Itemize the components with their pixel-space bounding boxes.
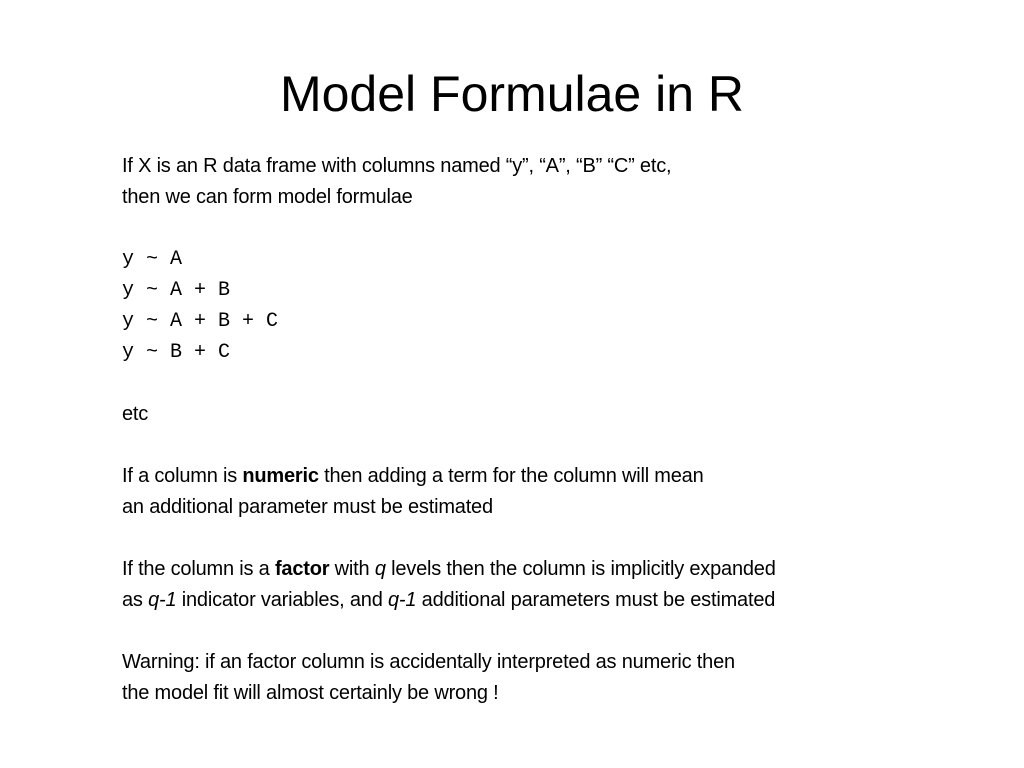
factor-para-line-2 [122, 585, 982, 616]
q-minus-1-variable: q-1 [388, 589, 417, 611]
q-minus-1-variable: q-1 [148, 589, 177, 611]
formula-line: y ~ A + B + C [122, 310, 279, 333]
spacer [122, 523, 982, 554]
spacer [122, 368, 982, 399]
factor-para-line-1 [122, 554, 982, 585]
intro-line-1: If X is an R data frame with columns named “y”, “A”, “B” “C” etc, [122, 155, 672, 177]
etc-text: etc [122, 403, 149, 425]
intro-line-2: then we can form model formulae [122, 186, 413, 208]
factor-para-l2-pre: as [122, 589, 149, 611]
numeric-para-pre: If a column is [122, 465, 243, 487]
warning-line-1: Warning: if an factor column is accidentally interpreted as numeric then [122, 651, 735, 673]
spacer [122, 213, 982, 244]
formula-line: y ~ A + B [122, 279, 231, 302]
slide-title: Model Formulae in R [279, 66, 745, 122]
factor-para-post: levels then the column is implicitly expanded [385, 558, 776, 580]
numeric-para-line-2: an additional parameter must be estimated [122, 496, 493, 518]
q-variable: q [374, 558, 386, 580]
spacer [122, 430, 982, 461]
numeric-keyword: numeric [242, 465, 319, 487]
slide-body [122, 151, 982, 709]
factor-para-pre: If the column is a [122, 558, 275, 580]
factor-para-l2-mid: indicator variables, and [176, 589, 388, 611]
factor-keyword: factor [274, 558, 330, 580]
formula-line: y ~ A [122, 248, 183, 271]
spacer [122, 616, 982, 647]
warning-line-2: the model fit will almost certainly be wrong ! [122, 682, 499, 704]
factor-para-l2-post: additional parameters must be estimated [416, 589, 776, 611]
factor-para-mid: with [329, 558, 375, 580]
formula-line: y ~ B + C [122, 341, 231, 364]
numeric-para-post: then adding a term for the column will mean [318, 465, 704, 487]
numeric-para-line-1 [122, 461, 982, 492]
